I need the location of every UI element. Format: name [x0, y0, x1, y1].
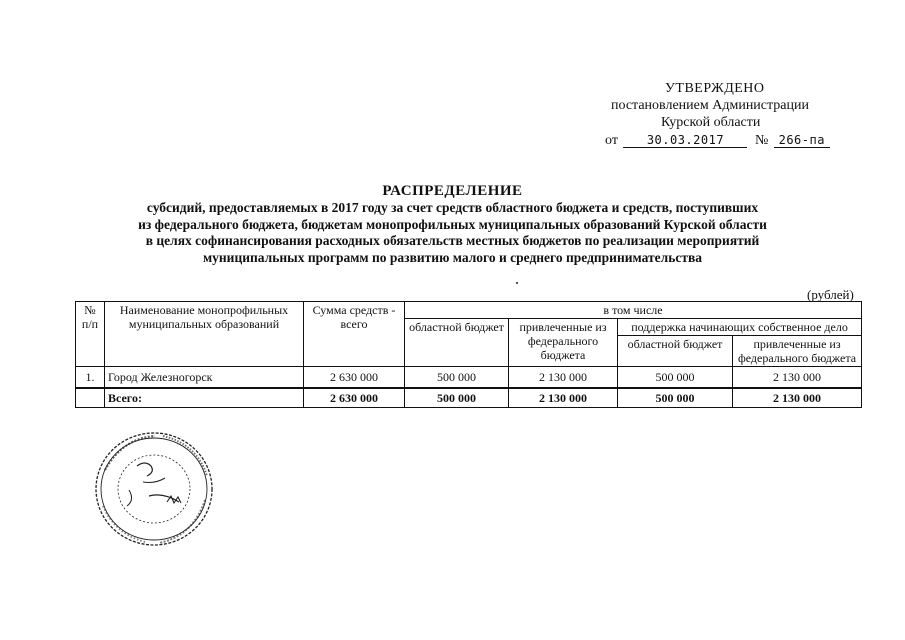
official-seal-stamp — [93, 430, 215, 548]
approval-title: УТВЕРЖДЕНО — [665, 81, 765, 96]
number-label: № — [754, 133, 769, 148]
subtitle-line-4: муниципальных программ по развитию малого и среднего предпринимательства — [202, 249, 703, 265]
total-startup-regional: 500 000 — [618, 388, 733, 408]
header-regional: областной бюджет — [405, 319, 509, 367]
row-startup-regional: 500 000 — [618, 367, 733, 389]
header-num: № п/п — [76, 302, 105, 367]
total-federal: 2 130 000 — [509, 388, 618, 408]
row-total: 2 630 000 — [304, 367, 405, 389]
subtitle-line-1: субсидий, предоставляемых в 2017 году за счет средств областного бюджета и средств, поступивших — [146, 200, 759, 215]
row-startup-federal: 2 130 000 — [733, 367, 862, 389]
row-federal: 2 130 000 — [509, 367, 618, 389]
header-row-1 — [76, 302, 862, 319]
distribution-table — [75, 301, 862, 408]
approval-line-1: постановлением Администрации — [611, 98, 809, 113]
header-federal: привлеченные из федерального бюджета — [509, 319, 618, 367]
document-title: РАСПРЕДЕЛЕНИЕ — [382, 183, 523, 199]
header-name: Наименование монопрофильных муниципальных образований — [105, 302, 304, 367]
row-regional: 500 000 — [405, 367, 509, 389]
number-value: 266-па — [774, 133, 830, 148]
table-row — [76, 367, 862, 389]
approval-date-row — [605, 133, 830, 149]
subtitle-line-3: в целях софинансирования расходных обязательств местных бюджетов по реализации мероприятий — [145, 233, 760, 248]
total-sum: 2 630 000 — [304, 388, 405, 408]
units-label: (рублей) — [807, 287, 854, 302]
total-label: Всего: — [105, 388, 304, 408]
scan-speck — [516, 282, 518, 284]
header-startup-federal: привлеченные из федерального бюджета — [733, 336, 862, 367]
header-total: Сумма средств - всего — [304, 302, 405, 367]
total-num-cell — [76, 388, 105, 408]
total-startup-federal: 2 130 000 — [733, 388, 862, 408]
approval-line-2: Курской области — [661, 115, 761, 130]
row-num: 1. — [76, 367, 105, 389]
total-regional: 500 000 — [405, 388, 509, 408]
total-row — [76, 388, 862, 408]
header-startup-support: поддержка начинающих собственное дело — [618, 319, 862, 336]
date-label: от — [605, 133, 618, 148]
row-name: Город Железногорск — [105, 367, 304, 389]
header-including: в том числе — [405, 302, 862, 319]
approval-block — [0, 0, 905, 150]
header-startup-regional: областной бюджет — [618, 336, 733, 367]
subtitle-line-2: из федерального бюджета, бюджетам монопрофильных муниципальных образований Курской области — [138, 216, 767, 232]
document-heading — [0, 183, 905, 266]
date-value: 30.03.2017 — [623, 133, 747, 148]
